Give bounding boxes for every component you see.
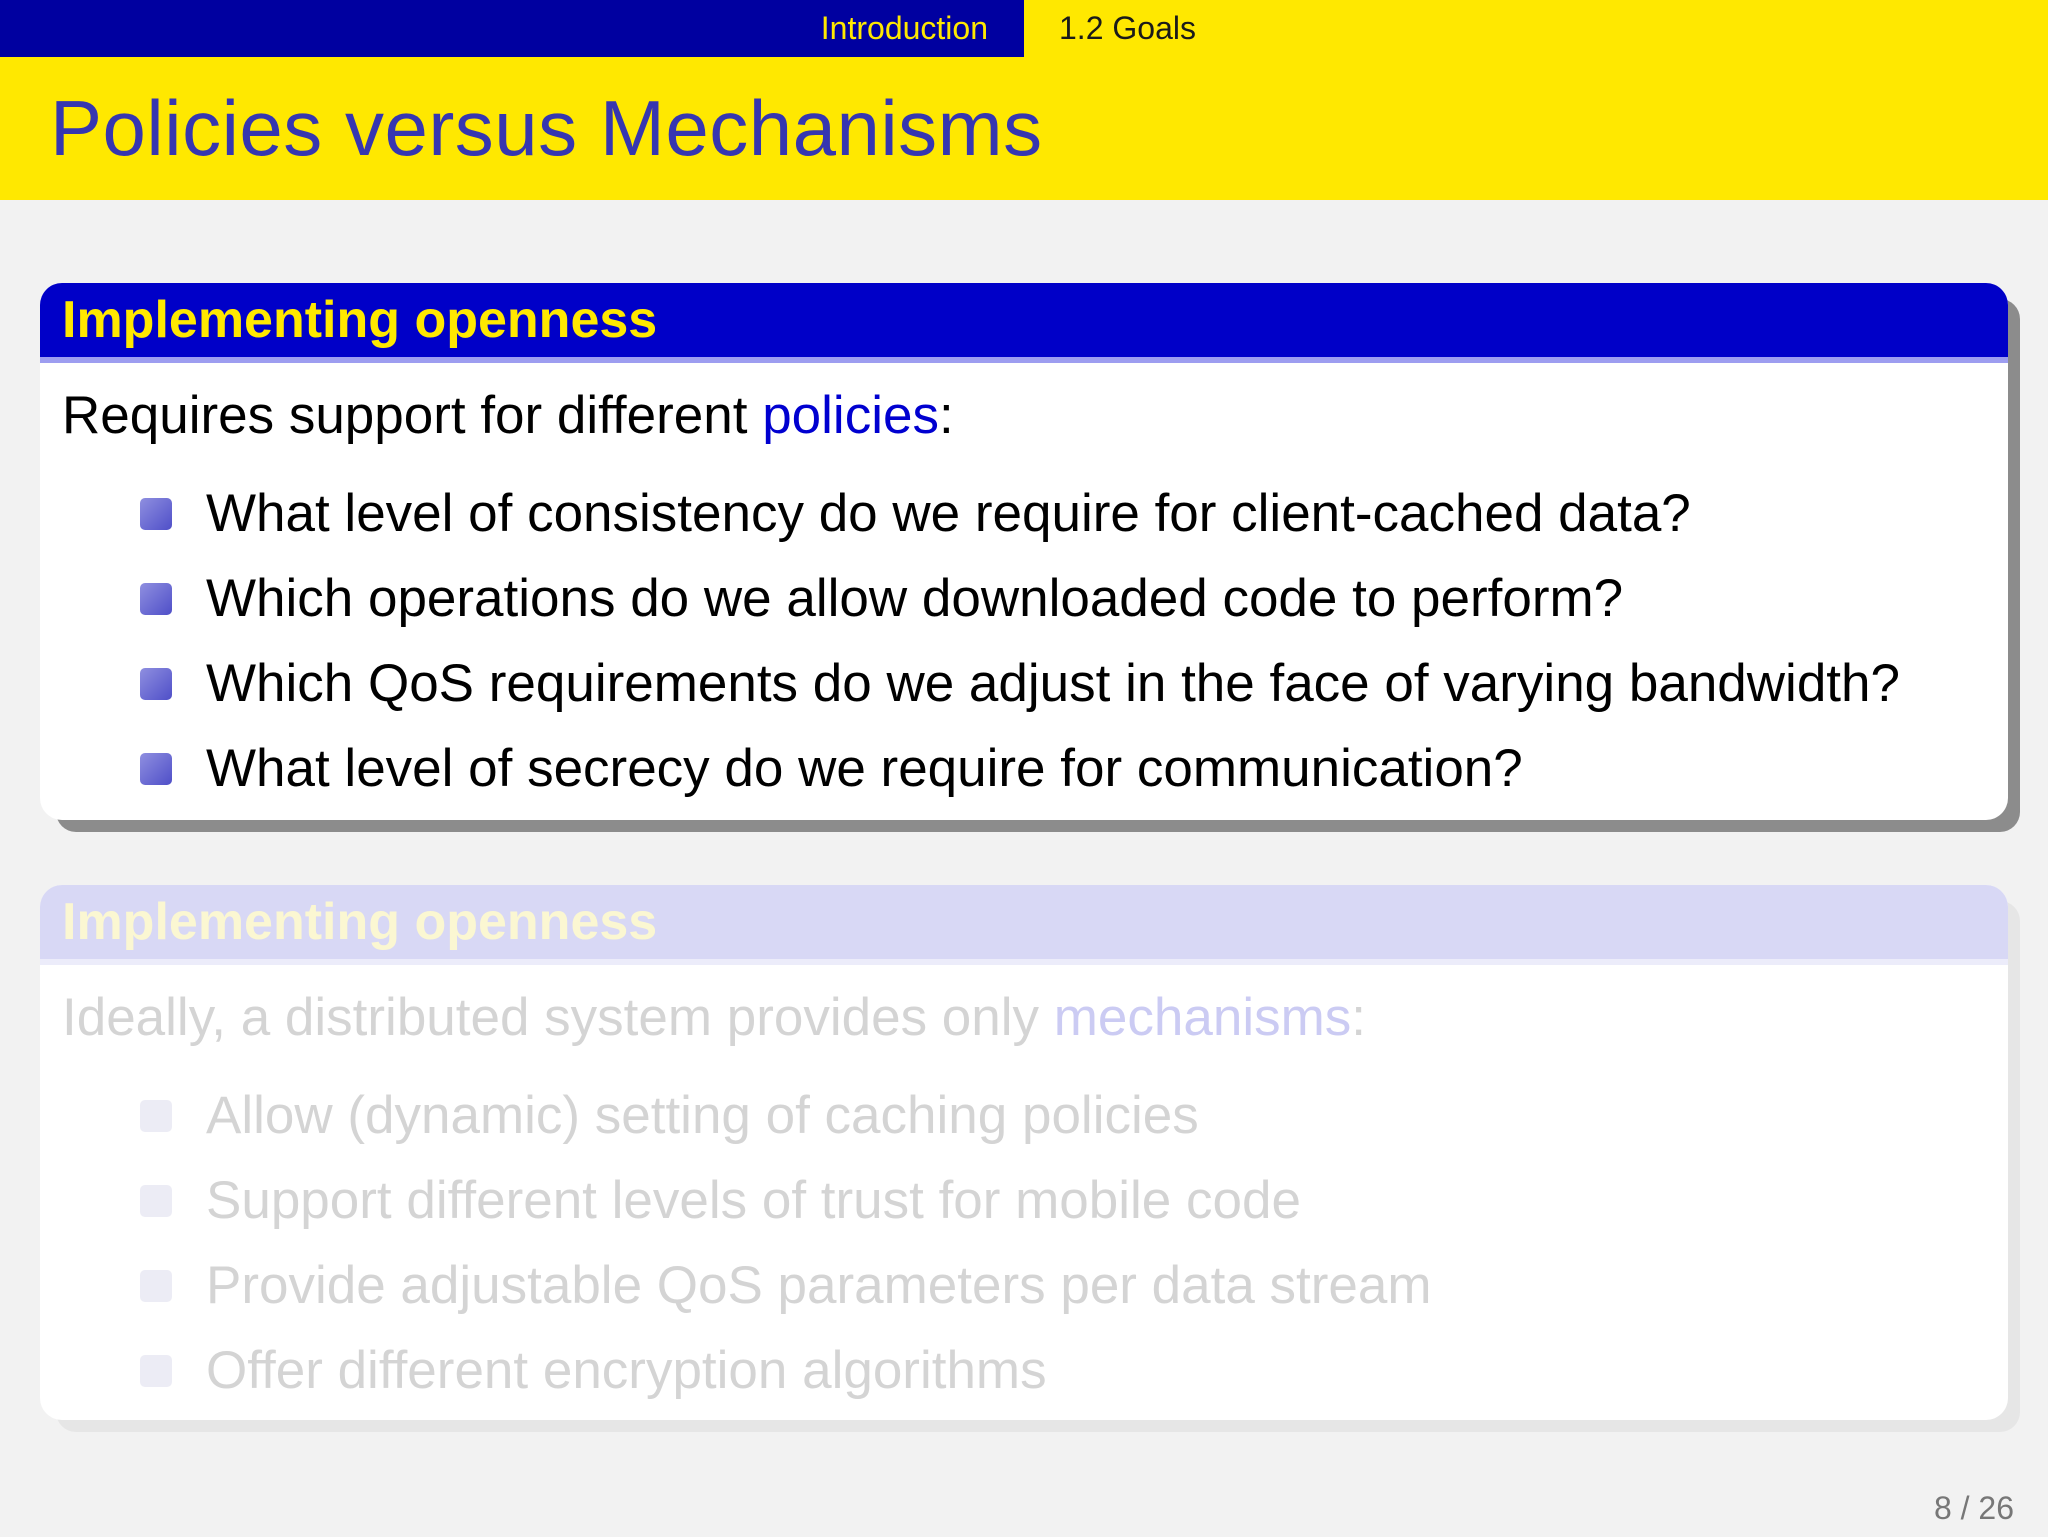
square-bullet-icon xyxy=(140,1100,172,1132)
block-header xyxy=(40,885,2008,965)
slide-title: Policies versus Mechanisms xyxy=(50,84,1043,172)
list-item-text: What level of secrecy do we require for communication? xyxy=(206,739,1523,798)
nav-subsection-area xyxy=(1024,0,2048,57)
intro-highlight: policies xyxy=(762,386,939,445)
list-item-text: Provide adjustable QoS parameters per data stream xyxy=(206,1256,1432,1315)
block-body xyxy=(40,363,2008,811)
list-item-text: Support different levels of trust for mobile code xyxy=(206,1171,1301,1230)
block-intro xyxy=(62,383,1986,449)
list-item xyxy=(62,726,1986,811)
list-item-text: Offer different encryption algorithms xyxy=(206,1341,1047,1400)
square-bullet-icon xyxy=(140,753,172,785)
policies-block xyxy=(40,283,2008,820)
nav-section-area xyxy=(0,0,1024,57)
list-item-text: Which QoS requirements do we adjust in the face of varying bandwidth? xyxy=(206,654,1900,713)
block-body xyxy=(40,965,2008,1413)
list-item xyxy=(62,1073,1986,1158)
list-item xyxy=(62,471,1986,556)
title-bar xyxy=(0,57,2048,200)
list-item-text: Allow (dynamic) setting of caching policies xyxy=(206,1086,1199,1145)
square-bullet-icon xyxy=(140,1185,172,1217)
nav-subsection-link[interactable]: 1.2 Goals xyxy=(1059,10,1196,46)
navigation-bar xyxy=(0,0,2048,57)
nav-section-link[interactable]: Introduction xyxy=(820,10,988,46)
list-item xyxy=(62,1243,1986,1328)
page-number: 8 / 26 xyxy=(1933,1490,2014,1526)
intro-suffix: : xyxy=(1351,988,1366,1047)
list-item xyxy=(62,641,1986,726)
block-intro xyxy=(62,985,1986,1051)
mechanism-list xyxy=(62,1073,1986,1413)
intro-text: Requires support for different xyxy=(62,386,763,445)
square-bullet-icon xyxy=(140,498,172,530)
intro-highlight: mechanisms xyxy=(1053,988,1352,1047)
policy-list xyxy=(62,471,1986,811)
list-item xyxy=(62,556,1986,641)
list-item xyxy=(62,1328,1986,1413)
block-title: Implementing openness xyxy=(62,291,658,349)
intro-suffix: : xyxy=(938,386,954,445)
square-bullet-icon xyxy=(140,583,172,615)
list-item xyxy=(62,1158,1986,1243)
block-header xyxy=(40,283,2008,363)
square-bullet-icon xyxy=(140,1355,172,1387)
square-bullet-icon xyxy=(140,668,172,700)
mechanisms-block xyxy=(40,885,2008,1420)
list-item-text: What level of consistency do we require for client-cached data? xyxy=(206,484,1691,543)
list-item-text: Which operations do we allow downloaded code to perform? xyxy=(206,569,1624,628)
block-title: Implementing openness xyxy=(62,893,658,951)
square-bullet-icon xyxy=(140,1270,172,1302)
intro-text: Ideally, a distributed system provides only xyxy=(62,988,1054,1047)
